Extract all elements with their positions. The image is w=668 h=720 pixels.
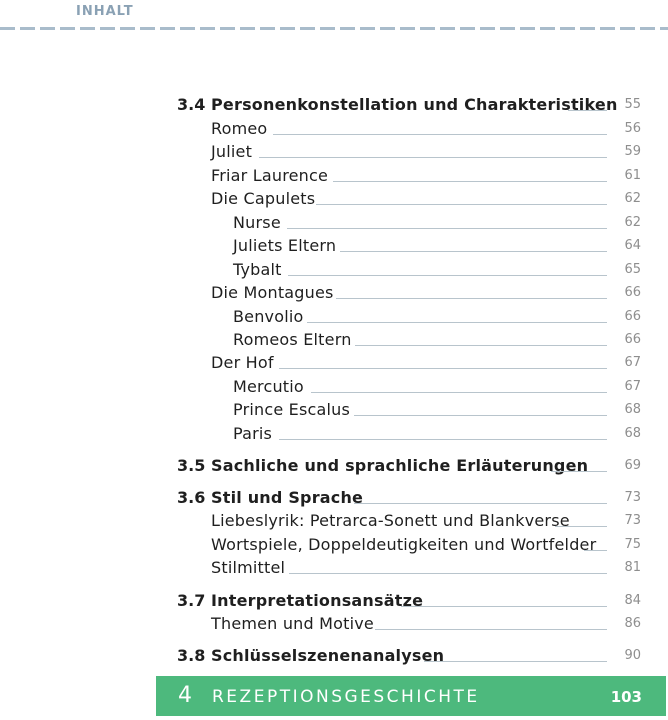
toc-entry-title: Juliet <box>211 142 253 161</box>
toc-section-title: Sachliche und sprachliche Erläuterungen <box>211 456 589 475</box>
toc-section-number: 3.4 <box>177 95 206 114</box>
toc-leader <box>287 228 607 229</box>
toc-leader <box>273 134 607 135</box>
toc-entry-3-7[interactable] <box>0 590 668 612</box>
toc-leader <box>354 503 607 504</box>
toc-entry-stilmittel[interactable] <box>0 557 668 579</box>
toc-entry-title: Romeos Eltern <box>233 330 352 349</box>
toc-entry-title: Romeo <box>211 119 268 138</box>
toc-entry-title: Wortspiele, Doppeldeutigkeiten und Wortfelder <box>211 535 597 554</box>
toc-page-number: 68 <box>624 426 641 441</box>
toc-leader <box>311 392 607 393</box>
toc-page-number: 66 <box>624 285 641 300</box>
toc-page-number: 84 <box>624 593 641 608</box>
toc-page-number: 66 <box>624 309 641 324</box>
toc-page-number: 55 <box>624 97 641 112</box>
toc-entry-title: Themen und Motive <box>211 614 374 633</box>
toc-leader <box>354 415 607 416</box>
toc-entry-tybalt[interactable] <box>0 259 668 281</box>
toc-entry-title: Juliets Eltern <box>233 236 337 255</box>
toc-entry-3-8[interactable] <box>0 645 668 667</box>
toc-page-number: 73 <box>624 513 641 528</box>
toc-page-number: 64 <box>624 238 641 253</box>
toc-page-number: 68 <box>624 402 641 417</box>
toc-entry-title: Prince Escalus <box>233 400 351 419</box>
toc-entry-3-4[interactable] <box>0 94 668 116</box>
header-dashed-divider <box>0 27 668 30</box>
toc-entry-title: Der Hof <box>211 353 274 372</box>
toc-leader <box>424 661 607 662</box>
toc-entry-title: Nurse <box>233 213 281 232</box>
toc-entry-3-6[interactable] <box>0 487 668 509</box>
toc-entry-der-hof[interactable] <box>0 352 668 374</box>
section-header-label: INHALT <box>76 4 134 19</box>
toc-entry-mercutio[interactable] <box>0 376 668 398</box>
toc-leader <box>340 251 607 252</box>
toc-section-number: 3.6 <box>177 488 206 507</box>
chapter-4-banner[interactable] <box>156 676 666 716</box>
toc-leader <box>316 204 607 205</box>
toc-entry-benvolio[interactable] <box>0 306 668 328</box>
toc-page-number: 62 <box>624 191 641 206</box>
toc-page-number: 62 <box>624 215 641 230</box>
toc-page-number: 56 <box>624 121 641 136</box>
toc-leader <box>555 526 607 527</box>
toc-entry-title: Die Montagues <box>211 283 334 302</box>
toc-page-number: 59 <box>624 144 641 159</box>
toc-leader <box>279 368 607 369</box>
toc-entry-nurse[interactable] <box>0 212 668 234</box>
toc-section-number: 3.7 <box>177 591 206 610</box>
toc-page-number: 61 <box>624 168 641 183</box>
toc-page-number: 69 <box>624 458 641 473</box>
toc-entry-themen-und-motive[interactable] <box>0 613 668 635</box>
toc-leader <box>279 439 607 440</box>
toc-leader <box>355 345 607 346</box>
toc-entry-romeos-eltern[interactable] <box>0 329 668 351</box>
toc-leader <box>333 181 607 182</box>
toc-leader <box>307 322 607 323</box>
toc-page-number: 67 <box>624 379 641 394</box>
toc-leader <box>551 471 607 472</box>
toc-section-number: 3.5 <box>177 456 206 475</box>
toc-page-number: 81 <box>624 560 641 575</box>
toc-entry-die-montagues[interactable] <box>0 282 668 304</box>
toc-entry-wortspiele[interactable] <box>0 534 668 556</box>
toc-entry-title: Liebeslyrik: Petrarca-Sonett und Blankverse <box>211 511 570 530</box>
toc-section-number: 3.8 <box>177 646 206 665</box>
toc-entry-die-capulets[interactable] <box>0 188 668 210</box>
toc-entry-paris[interactable] <box>0 423 668 445</box>
toc-page-number: 67 <box>624 355 641 370</box>
toc-entry-title: Tybalt <box>233 260 282 279</box>
toc-page-number: 73 <box>624 490 641 505</box>
chapter-page-number: 103 <box>610 688 642 706</box>
toc-page-number: 75 <box>624 537 641 552</box>
toc-section-title: Personenkonstellation und Charakteristiken <box>211 95 618 114</box>
toc-section-title: Interpretationsansätze <box>211 591 424 610</box>
toc-page-number: 90 <box>624 648 641 663</box>
chapter-number: 4 <box>178 683 192 708</box>
toc-entry-3-5[interactable] <box>0 455 668 477</box>
toc-leader <box>259 157 607 158</box>
toc-entry-juliet[interactable] <box>0 141 668 163</box>
toc-entry-juliets-eltern[interactable] <box>0 235 668 257</box>
chapter-title: REZEPTIONSGESCHICHTE <box>212 687 480 707</box>
toc-entry-title: Mercutio <box>233 377 304 396</box>
toc-entry-prince-escalus[interactable] <box>0 399 668 421</box>
toc-leader <box>336 298 607 299</box>
toc-entry-title: Die Capulets <box>211 189 316 208</box>
toc-entry-title: Friar Laurence <box>211 166 329 185</box>
toc-page-number: 65 <box>624 262 641 277</box>
toc-leader <box>375 629 607 630</box>
toc-entry-title: Stilmittel <box>211 558 286 577</box>
toc-entry-friar-laurence[interactable] <box>0 165 668 187</box>
toc-page-number: 86 <box>624 616 641 631</box>
toc-entry-liebeslyrik[interactable] <box>0 510 668 532</box>
toc-page-number: 66 <box>624 332 641 347</box>
toc-leader <box>584 550 607 551</box>
toc-leader <box>288 275 607 276</box>
toc-section-title: Stil und Sprache <box>211 488 364 507</box>
toc-leader <box>401 606 607 607</box>
toc-section-title: Schlüsselszenenanalysen <box>211 646 445 665</box>
toc-leader <box>568 110 607 111</box>
toc-entry-title: Benvolio <box>233 307 304 326</box>
toc-leader <box>289 573 607 574</box>
toc-entry-title: Paris <box>233 424 273 443</box>
toc-entry-romeo[interactable] <box>0 118 668 140</box>
